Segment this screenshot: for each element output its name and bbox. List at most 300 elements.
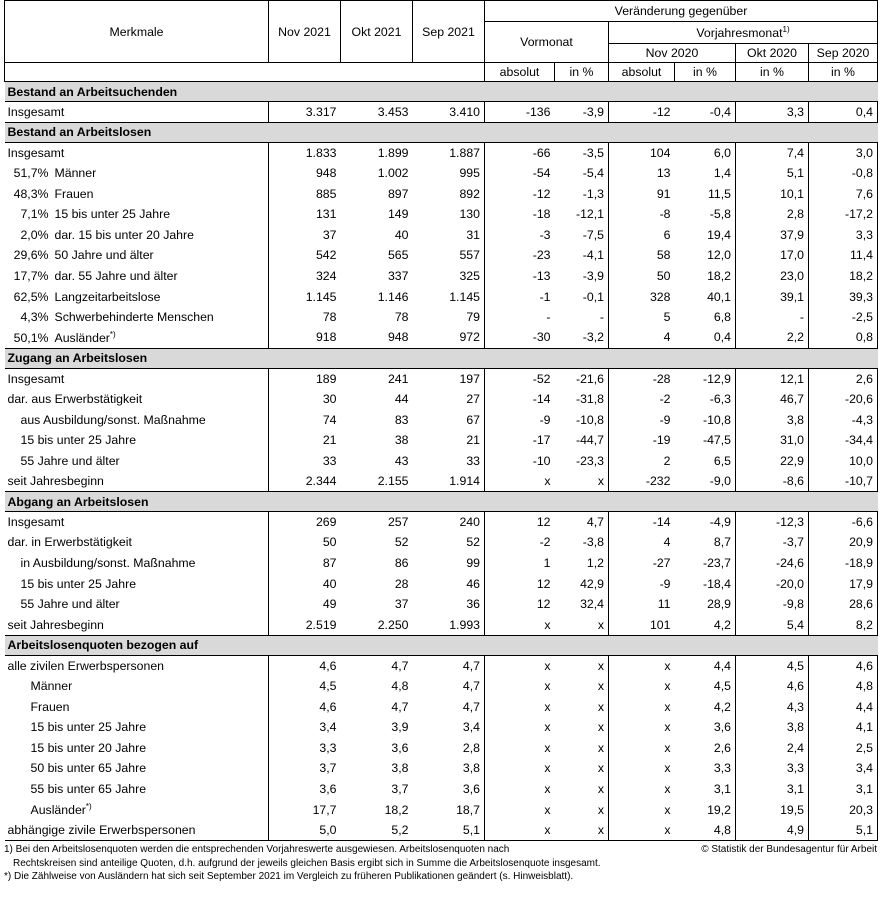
table-cell: 7,4 (736, 142, 809, 163)
row-label-cell (5, 676, 269, 697)
table-row (5, 409, 878, 430)
table-cell: x (555, 779, 609, 800)
section-header (5, 492, 878, 512)
table-row (5, 573, 878, 594)
table-cell: x (555, 471, 609, 492)
table-row (5, 102, 878, 123)
row-label: 15 bis unter 25 Jahre (30, 720, 147, 735)
table-cell: 28 (394, 576, 409, 591)
table-cell: 4,9 (736, 820, 809, 841)
table-cell: x (609, 820, 675, 841)
row-label: Männer (30, 679, 73, 694)
table-cell: x (555, 717, 609, 738)
header-okt2020: Okt 2020 (736, 44, 809, 63)
table-cell: 40,1 (675, 286, 736, 307)
table-row (5, 676, 878, 697)
table-cell: 52 (413, 532, 485, 553)
table-cell: 36 (413, 594, 485, 615)
section-header (5, 82, 878, 102)
row-share-pct: 29,6% (13, 248, 49, 263)
table-cell: 3,1 (675, 779, 736, 800)
table-cell: 28,9 (675, 594, 736, 615)
table-cell: 892 (413, 183, 485, 204)
table-body (5, 82, 878, 841)
table-row (5, 532, 878, 553)
table-cell: 2,8 (736, 204, 809, 225)
row-label: dar. aus Erwerbstätigkeit (7, 391, 143, 406)
table-cell: x (544, 617, 551, 632)
table-cell: -12 (532, 186, 551, 201)
table-cell: 19,5 (736, 799, 809, 820)
table-cell: x (544, 658, 551, 673)
row-label: Frauen (54, 186, 94, 201)
table-cell: 3,4 (413, 717, 485, 738)
row-label: Schwerbehinderte Menschen (54, 310, 214, 325)
table-cell: 3.410 (413, 102, 485, 123)
row-label: Insgesamt (7, 371, 65, 386)
row-label-cell (5, 594, 269, 615)
row-label-cell (5, 142, 269, 163)
table-cell: 885 (315, 186, 337, 201)
row-label: seit Jahresbeginn (7, 617, 104, 632)
row-label: Insgesamt (7, 515, 65, 530)
row-label: 55 bis unter 65 Jahre (30, 782, 147, 797)
header-merkmale: Merkmale (5, 1, 269, 63)
table-cell: 86 (394, 556, 409, 571)
table-cell: 4,5 (319, 679, 337, 694)
row-label: Insgesamt (7, 145, 65, 160)
table-row (5, 368, 878, 389)
table-cell: x (544, 679, 551, 694)
statistics-table-container (4, 0, 877, 884)
table-cell: 325 (413, 266, 485, 287)
table-cell: -0,8 (809, 163, 878, 184)
table-cell: 897 (387, 186, 409, 201)
table-cell: 11,4 (809, 245, 878, 266)
table-cell: 3.453 (377, 104, 409, 119)
row-label: Ausländer (30, 803, 86, 818)
table-cell: 4,7 (413, 655, 485, 676)
row-share-pct: 7,1% (20, 207, 49, 222)
footnote-2: *) Die Zählweise von Ausländern hat sich seit September 2021 im Vergleich zu früheren Publikationen geändert (s. Hinweisblatt). (4, 871, 574, 883)
table-cell: 3,1 (809, 779, 878, 800)
table-row (5, 820, 878, 841)
table-cell: 3,3 (809, 224, 878, 245)
table-cell: x (544, 740, 551, 755)
table-cell: 6 (663, 227, 671, 242)
table-cell: -7,5 (555, 224, 609, 245)
table-cell: 5 (663, 310, 671, 325)
table-cell: -1,3 (555, 183, 609, 204)
table-cell: 5,1 (736, 163, 809, 184)
table-cell: x (664, 720, 671, 735)
footnote-1-continued: Rechtskreisen sind anteilige Quoten, d.h. aufgrund der jeweils gleichen Basis ergibt sich in Summe die Arbeitslosenquote insgesamt. (13, 857, 601, 869)
table-cell: 189 (315, 371, 337, 386)
table-cell: 4,7 (413, 696, 485, 717)
table-cell: 2.155 (377, 474, 409, 489)
section-header (5, 122, 878, 142)
header-pct-vormonat: in % (555, 63, 609, 82)
table-cell: 37 (394, 597, 409, 612)
row-label: Männer (54, 165, 97, 180)
footnote-1: 1) Bei den Arbeitslosenquoten werden die entsprechenden Vorjahreswerte ausgewiesen. Arbeitslosenquoten nach (4, 844, 510, 855)
table-row (5, 327, 878, 348)
table-cell: 13 (656, 165, 671, 180)
table-cell: 1.145 (305, 289, 337, 304)
table-cell: x (664, 740, 671, 755)
table-cell: 10,0 (809, 450, 878, 471)
table-cell: -23 (532, 248, 551, 263)
table-cell: 972 (413, 327, 485, 348)
table-cell: 918 (315, 330, 337, 345)
table-cell: -10,8 (675, 409, 736, 430)
table-cell: 32,4 (555, 594, 609, 615)
table-cell: -21,6 (555, 368, 609, 389)
table-cell: 78 (394, 310, 409, 325)
table-cell: 337 (387, 268, 409, 283)
row-label: Frauen (30, 699, 70, 714)
row-label-cell (5, 717, 269, 738)
table-cell: 83 (394, 412, 409, 427)
table-row (5, 450, 878, 471)
table-row (5, 655, 878, 676)
table-cell: 18,2 (809, 266, 878, 287)
table-row (5, 717, 878, 738)
table-cell: 240 (413, 512, 485, 533)
table-cell: 3,3 (675, 758, 736, 779)
table-cell: -5,8 (675, 204, 736, 225)
table-cell: -6,6 (809, 512, 878, 533)
header-pct-nov2020: in % (675, 63, 736, 82)
row-label-cell (5, 471, 269, 492)
table-cell: 3.317 (305, 104, 337, 119)
table-cell: x (664, 782, 671, 797)
row-share-pct: 48,3% (13, 186, 49, 201)
table-cell: 11,5 (675, 183, 736, 204)
table-cell: -10,8 (555, 409, 609, 430)
table-cell: 1.833 (305, 145, 337, 160)
row-label-cell (5, 409, 269, 430)
table-cell: x (555, 799, 609, 820)
row-label-cell (5, 286, 269, 307)
table-cell: 19,4 (675, 224, 736, 245)
row-label-cell (5, 573, 269, 594)
header-pct-okt2020: in % (736, 63, 809, 82)
table-cell: 50 (322, 535, 337, 550)
row-label: Ausländer (54, 331, 110, 346)
table-cell: 39,1 (736, 286, 809, 307)
table-cell: 31 (413, 224, 485, 245)
table-cell: -3,5 (555, 142, 609, 163)
row-share-pct: 50,1% (13, 331, 49, 346)
table-cell: -20,0 (736, 573, 809, 594)
table-cell: -9,0 (675, 471, 736, 492)
row-label-cell (5, 820, 269, 841)
table-cell: -9 (659, 576, 671, 591)
row-share-pct: 4,3% (20, 310, 49, 325)
table-cell: 995 (413, 163, 485, 184)
table-cell: -28 (652, 371, 671, 386)
table-cell: 269 (315, 515, 337, 530)
table-cell: 21 (322, 433, 337, 448)
table-cell: -12,1 (555, 204, 609, 225)
table-cell: -27 (652, 556, 671, 571)
table-cell: -12 (652, 104, 671, 119)
table-cell: 1.145 (413, 286, 485, 307)
table-cell: 3,8 (736, 717, 809, 738)
table-row (5, 430, 878, 451)
table-cell: -3 (539, 227, 551, 242)
table-cell: 257 (387, 515, 409, 530)
table-cell: 50 (656, 268, 671, 283)
footnote-line-1 (4, 843, 877, 857)
row-share-pct: 51,7% (13, 165, 49, 180)
section-title: Abgang an Arbeitslosen (5, 492, 878, 512)
table-cell: 1.887 (413, 142, 485, 163)
row-share-pct: 17,7% (13, 268, 49, 283)
table-cell: -24,6 (736, 553, 809, 574)
table-cell: 3,6 (319, 782, 337, 797)
table-cell: 4 (663, 535, 671, 550)
table-cell: 46 (413, 573, 485, 594)
row-label-cell (5, 758, 269, 779)
header-vormonat: Vormonat (485, 22, 609, 63)
table-cell: 40 (322, 576, 337, 591)
row-label-cell (5, 532, 269, 553)
table-cell: 18,2 (384, 802, 409, 817)
table-cell: 3,4 (809, 758, 878, 779)
table-cell: 42,9 (555, 573, 609, 594)
header-vorjahresmonat-label: Vorjahresmonat (696, 26, 783, 41)
table-cell: x (555, 820, 609, 841)
row-label: 15 bis unter 20 Jahre (30, 740, 147, 755)
table-cell: 2,8 (413, 738, 485, 759)
table-cell: 10,1 (736, 183, 809, 204)
table-cell: -8,6 (736, 471, 809, 492)
table-cell: 4,3 (736, 696, 809, 717)
table-cell: 6,8 (675, 307, 736, 328)
table-cell: x (555, 676, 609, 697)
table-row (5, 799, 878, 820)
row-label-cell (5, 553, 269, 574)
row-label-cell (5, 615, 269, 636)
table-cell: 58 (656, 248, 671, 263)
table-cell: -14 (652, 515, 671, 530)
table-cell: 37 (322, 227, 337, 242)
table-cell: 3,6 (675, 717, 736, 738)
row-label: dar. 55 Jahre und älter (54, 268, 178, 283)
table-cell: -4,1 (555, 245, 609, 266)
table-cell: 8,2 (809, 615, 878, 636)
table-row (5, 471, 878, 492)
table-cell: -13 (532, 268, 551, 283)
table-cell: 0,4 (675, 327, 736, 348)
table-cell: 6,0 (675, 142, 736, 163)
table-cell: 8,7 (675, 532, 736, 553)
table-cell: x (544, 802, 551, 817)
table-cell: 3,3 (736, 102, 809, 123)
table-cell: 149 (387, 207, 409, 222)
table-cell: 37,9 (736, 224, 809, 245)
header-vorjahresmonat (609, 22, 878, 44)
table-cell: 12 (536, 597, 551, 612)
table-cell: 17,0 (736, 245, 809, 266)
table-cell: 4,6 (319, 658, 337, 673)
table-cell: 1.899 (377, 145, 409, 160)
row-share-pct: 62,5% (13, 289, 49, 304)
table-cell: 4,7 (391, 699, 409, 714)
table-cell: 948 (315, 165, 337, 180)
table-cell: -9 (659, 412, 671, 427)
row-label: alle zivilen Erwerbspersonen (7, 658, 165, 673)
table-cell: 5,0 (269, 820, 341, 841)
row-label: dar. 15 bis unter 20 Jahre (54, 227, 194, 242)
table-cell: 6,5 (675, 450, 736, 471)
header-nov2020: Nov 2020 (609, 44, 736, 63)
table-cell: 1.914 (413, 471, 485, 492)
table-cell: -52 (532, 371, 551, 386)
table-cell: 1.146 (377, 289, 409, 304)
table-cell: 12 (536, 515, 551, 530)
table-row (5, 758, 878, 779)
table-cell: 3,3 (736, 758, 809, 779)
row-label-cell (5, 245, 269, 266)
table-cell: -3,8 (555, 532, 609, 553)
table-row (5, 307, 878, 328)
table-cell: -3,2 (555, 327, 609, 348)
table-cell: 4,8 (391, 679, 409, 694)
table-cell: -6,3 (675, 389, 736, 410)
table-cell: 23,0 (736, 266, 809, 287)
section-title: Arbeitslosenquoten bezogen auf (5, 635, 878, 655)
table-cell: -19 (652, 433, 671, 448)
table-cell: - (736, 307, 809, 328)
table-cell: -4,3 (809, 409, 878, 430)
row-label: abhängige zivile Erwerbspersonen (7, 822, 196, 837)
table-cell: x (544, 720, 551, 735)
table-cell: -232 (645, 474, 671, 489)
table-cell: 4,2 (675, 615, 736, 636)
table-cell: 948 (387, 330, 409, 345)
table-cell: - (546, 310, 551, 325)
table-cell: -0,4 (675, 102, 736, 123)
table-cell: 20,9 (809, 532, 878, 553)
table-cell: -23,7 (675, 553, 736, 574)
table-row (5, 512, 878, 533)
table-cell: x (555, 758, 609, 779)
table-cell: -8 (659, 207, 671, 222)
row-label: Insgesamt (7, 104, 65, 119)
table-cell: -3,9 (555, 266, 609, 287)
table-cell: 2 (663, 453, 671, 468)
row-label: in Ausbildung/sonst. Maßnahme (20, 556, 196, 571)
table-cell: x (544, 761, 551, 776)
row-label: 55 Jahre und älter (20, 453, 120, 468)
table-cell: -3,9 (555, 102, 609, 123)
table-cell: 67 (413, 409, 485, 430)
table-cell: 4,7 (391, 658, 409, 673)
table-cell: 40 (394, 227, 409, 242)
table-cell: 4,6 (736, 676, 809, 697)
table-cell: 1 (543, 556, 551, 571)
table-cell: -31,8 (555, 389, 609, 410)
table-cell: 12,1 (736, 368, 809, 389)
table-cell: -54 (532, 165, 551, 180)
row-label-cell (5, 307, 269, 328)
row-share-pct: 2,0% (20, 227, 49, 242)
table-cell: -3,7 (736, 532, 809, 553)
section-header (5, 348, 878, 368)
table-cell: 328 (649, 289, 671, 304)
table-row (5, 266, 878, 287)
table-cell: 1.993 (413, 615, 485, 636)
table-cell: 87 (322, 556, 337, 571)
table-cell: 4,5 (736, 655, 809, 676)
header-vorjahresmonat-sup: 1) (782, 24, 790, 34)
table-cell: 33 (413, 450, 485, 471)
table-row (5, 594, 878, 615)
table-cell: 30 (322, 391, 337, 406)
row-label-cell (5, 327, 269, 348)
table-cell: 5,4 (736, 615, 809, 636)
table-cell: -10 (532, 453, 551, 468)
table-row (5, 245, 878, 266)
table-cell: 2,2 (736, 327, 809, 348)
table-cell: 39,3 (809, 286, 878, 307)
table-cell: 74 (322, 412, 337, 427)
row-label-cell (5, 389, 269, 410)
table-cell: 27 (413, 389, 485, 410)
table-cell: 43 (394, 453, 409, 468)
table-cell: 2,4 (736, 738, 809, 759)
table-row (5, 163, 878, 184)
table-cell: 3,8 (736, 409, 809, 430)
footnotes (4, 843, 877, 884)
table-cell: 2,5 (809, 738, 878, 759)
row-label-cell (5, 696, 269, 717)
table-cell: 91 (656, 186, 671, 201)
copyright: © Statistik der Bundesagentur für Arbeit (701, 844, 877, 855)
table-cell: -14 (532, 391, 551, 406)
table-cell: 5,1 (809, 820, 878, 841)
table-cell: 4,1 (809, 717, 878, 738)
row-label: seit Jahresbeginn (7, 474, 104, 489)
table-cell: 99 (413, 553, 485, 574)
table-cell: 7,6 (809, 183, 878, 204)
row-label-cell (5, 450, 269, 471)
row-label: 50 bis unter 65 Jahre (30, 761, 147, 776)
row-label-cell (5, 512, 269, 533)
table-cell: 17,7 (312, 802, 337, 817)
table-cell: 4,4 (809, 696, 878, 717)
table-cell: -2,5 (809, 307, 878, 328)
table-row (5, 142, 878, 163)
table-cell: 2,6 (809, 368, 878, 389)
table-cell: 4,5 (675, 676, 736, 697)
table-cell: 18,7 (413, 799, 485, 820)
table-cell: -30 (532, 330, 551, 345)
row-label: 50 Jahre und älter (54, 248, 154, 263)
table-cell: 1,4 (675, 163, 736, 184)
row-label-cell (5, 102, 269, 123)
table-cell: -47,5 (675, 430, 736, 451)
header-pct-sep2020: in % (809, 63, 878, 82)
table-cell: 3,6 (413, 779, 485, 800)
row-label-cell (5, 266, 269, 287)
table-cell: 3,8 (391, 761, 409, 776)
table-cell: -2 (539, 535, 551, 550)
row-label: 15 bis unter 25 Jahre (20, 433, 137, 448)
